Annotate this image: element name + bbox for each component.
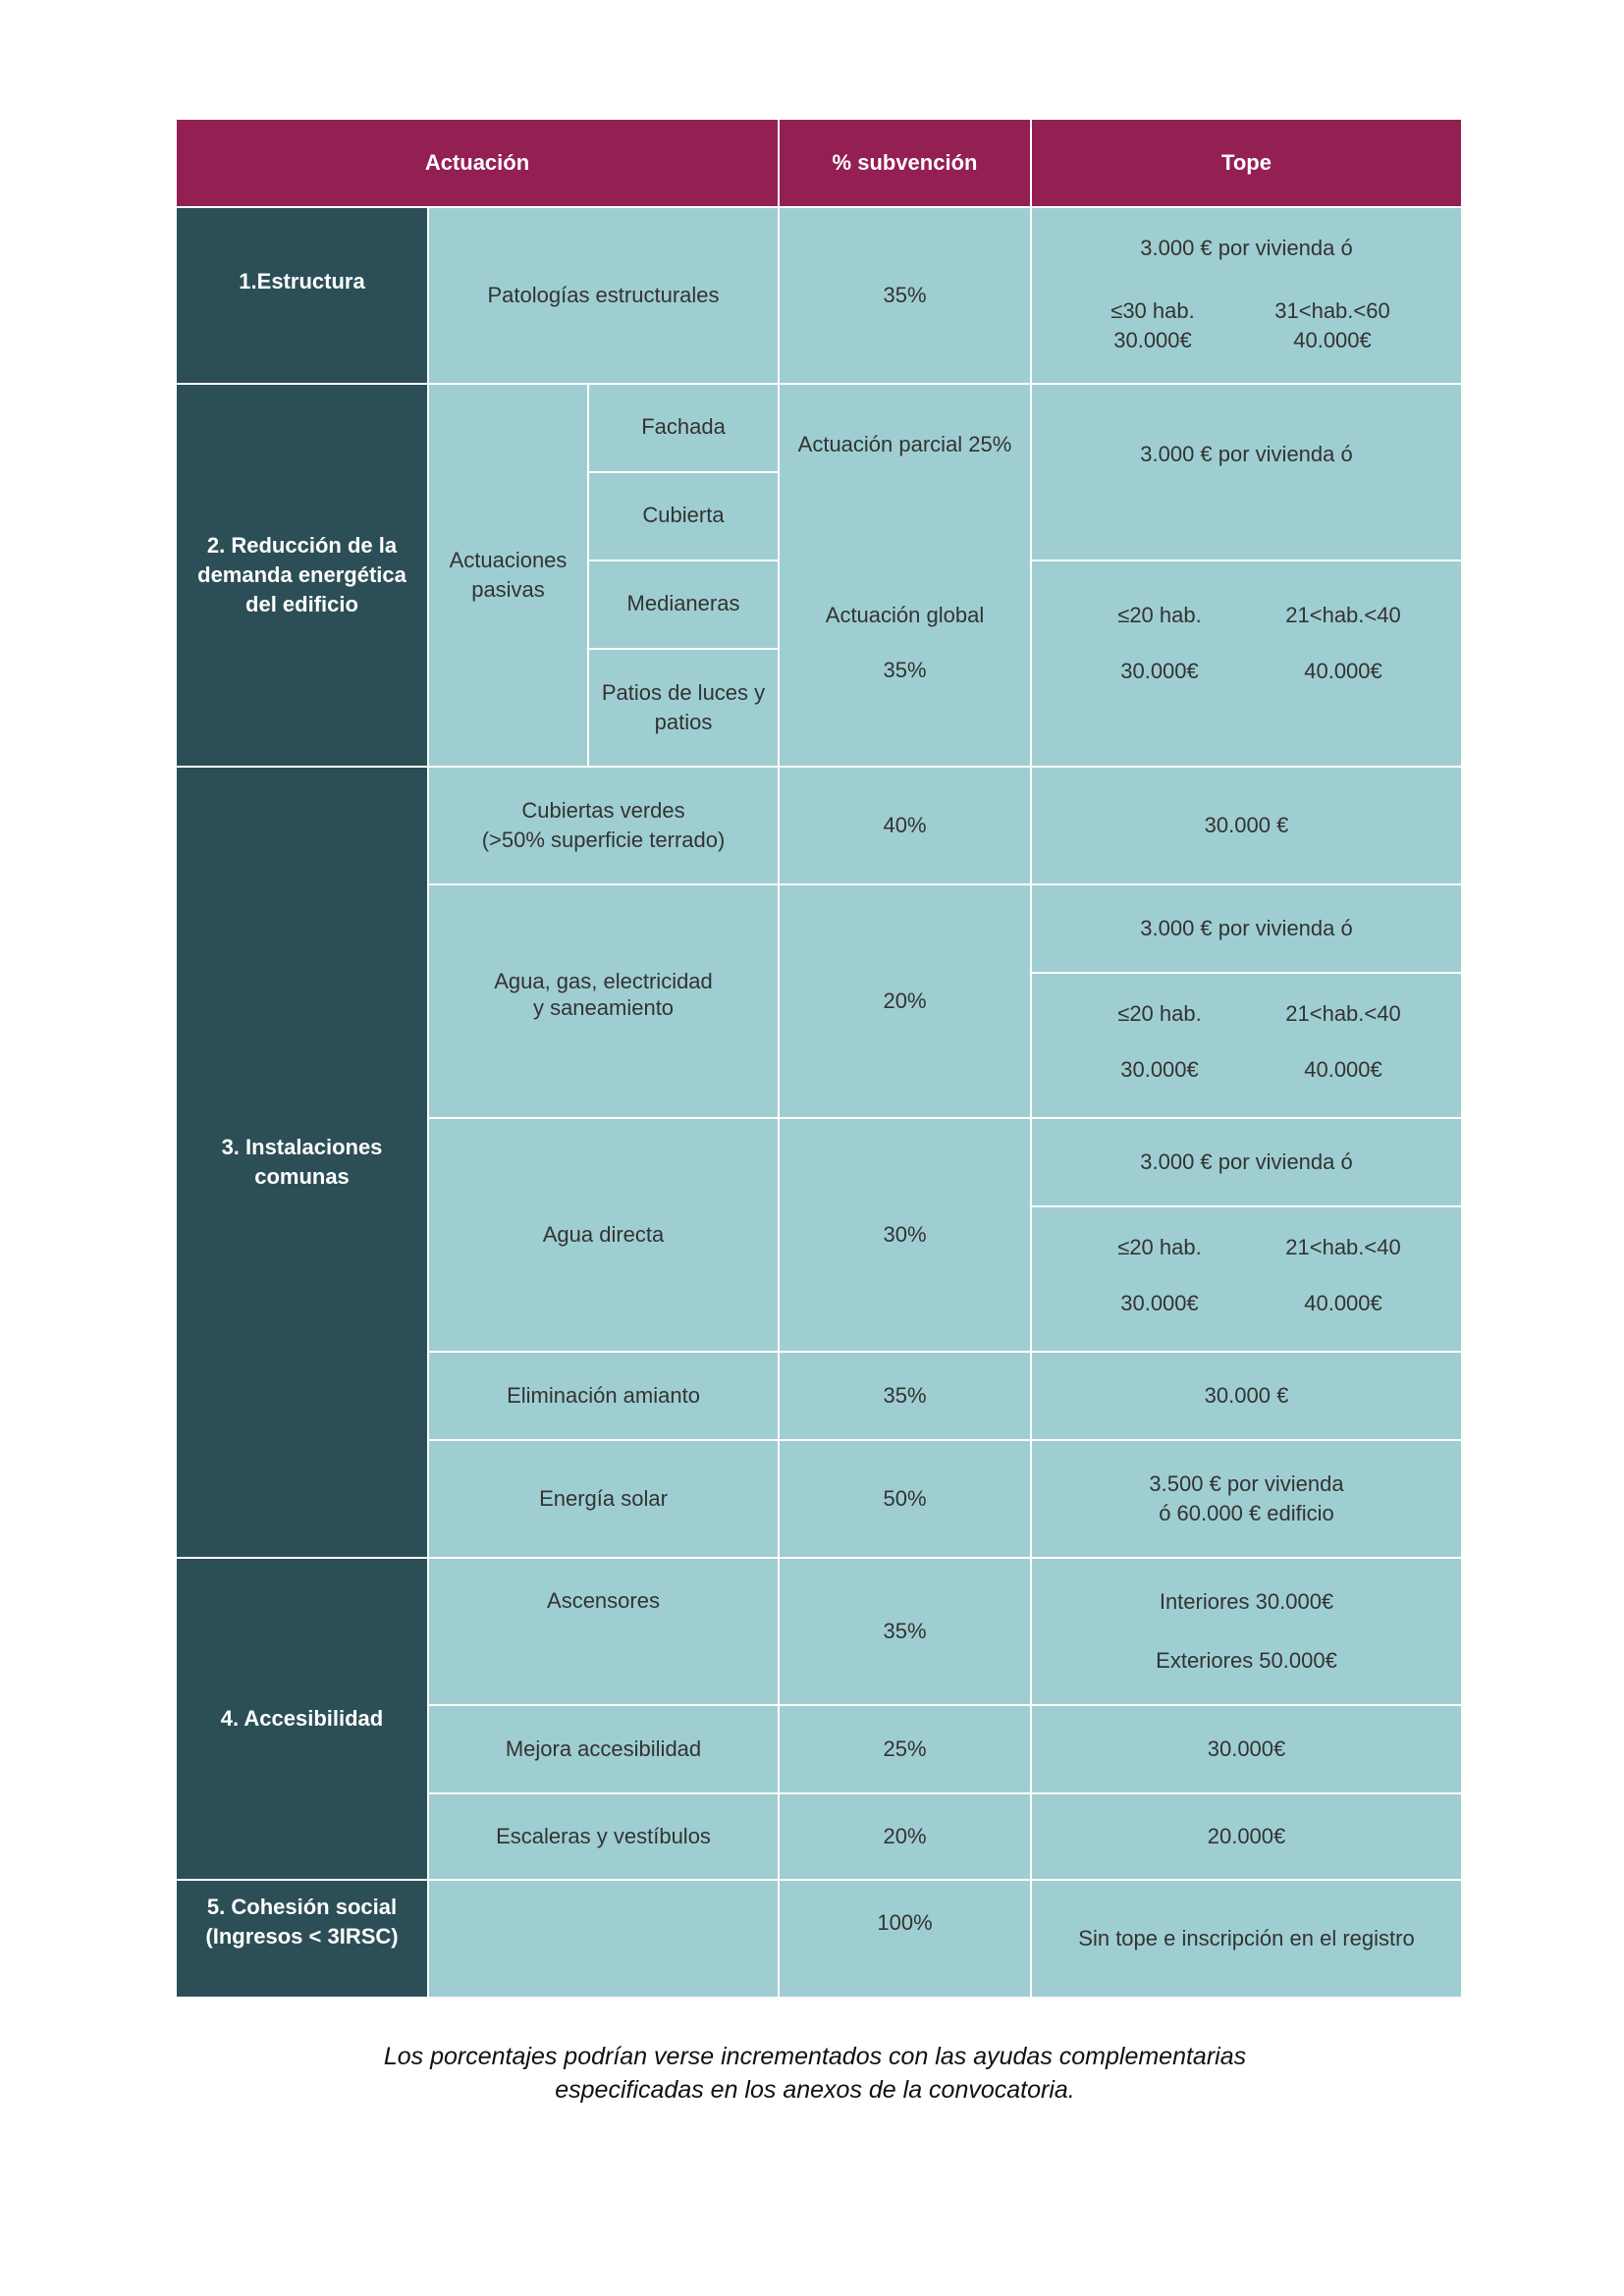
- footnote: [177, 2040, 1453, 2107]
- tope-escaleras: [1032, 1794, 1461, 1879]
- tope-cohesion: [1032, 1881, 1461, 1997]
- tope-line: ó 60.000 € edificio: [1159, 1501, 1334, 1525]
- category-label: 3. Instalaciones comunas: [221, 1135, 383, 1189]
- item-label: Patologías estructurales: [487, 283, 720, 307]
- pct-escaleras: [780, 1794, 1030, 1879]
- tope-mejora-accesibilidad: [1032, 1706, 1461, 1792]
- pct-cohesion: [780, 1881, 1030, 1997]
- pct-value: 35%: [883, 1383, 927, 1408]
- hab-range: ≤20 hab.: [1117, 1001, 1202, 1026]
- tope-value: 30.000€: [1207, 1736, 1286, 1761]
- item-line: y saneamiento: [532, 994, 675, 1020]
- item-label: Fachada: [641, 414, 726, 439]
- pct-estructura: [780, 208, 1030, 383]
- tope-agua-gas-line: [1032, 885, 1461, 972]
- tope-value: 30.000 €: [1204, 813, 1289, 837]
- tope-estructura: [1032, 208, 1461, 383]
- tope-left-col: [1091, 1233, 1228, 1318]
- item-label: Eliminación amianto: [507, 1383, 700, 1408]
- item-line: Agua, gas, electricidad: [494, 968, 713, 993]
- item-mejora-accesibilidad: [429, 1706, 778, 1792]
- pct-value: 35%: [883, 283, 927, 307]
- item-medianeras: [589, 561, 778, 648]
- pct-mejora-accesibilidad: [780, 1706, 1030, 1792]
- category-label: 4. Accesibilidad: [220, 1706, 384, 1731]
- pct-parcial: Actuación parcial 25%: [797, 432, 1012, 456]
- item-patologias: [429, 208, 778, 383]
- pct-amianto: [780, 1353, 1030, 1439]
- item-fachada: [589, 385, 778, 471]
- tope-line: 3.000 € por vivienda ó: [1140, 1149, 1353, 1174]
- tope-value: 30.000 €: [1204, 1383, 1289, 1408]
- pct-global-value: 35%: [883, 658, 927, 682]
- item-label: Ascensores: [547, 1588, 660, 1613]
- item-energia-solar: [429, 1441, 778, 1557]
- category-label: 2. Reducción de la demanda energética del edificio: [197, 533, 406, 616]
- pct-value: 30%: [883, 1222, 927, 1247]
- category-estructura: [177, 208, 427, 383]
- tope-ascensores: [1032, 1559, 1461, 1704]
- category-demanda: [177, 385, 427, 766]
- amount: 30.000€: [1120, 1057, 1199, 1082]
- tope-left-col: [1091, 601, 1228, 686]
- hab-range: ≤30 hab.: [1110, 298, 1195, 323]
- item-label: Cubierta: [642, 503, 725, 527]
- tope-line: 3.000 € por vivienda ó: [1140, 236, 1353, 260]
- header-tope: Tope: [1032, 120, 1461, 206]
- pct-energia-solar: [780, 1441, 1030, 1557]
- category-line: 5. Cohesión social: [206, 1895, 398, 1919]
- amount: 40.000€: [1304, 1291, 1382, 1315]
- group-actuaciones-pasivas: [429, 385, 587, 766]
- item-label: Patios de luces y patios: [601, 680, 766, 734]
- pct-agua-directa: [780, 1119, 1030, 1351]
- item-line: (>50% superficie terrado): [481, 828, 726, 852]
- tope-line: 3.000 € por vivienda ó: [1140, 916, 1353, 940]
- tope-line: 3.000 € por vivienda ó: [1140, 442, 1353, 466]
- item-line: Cubiertas verdes: [521, 798, 685, 823]
- tope-right-col: [1264, 296, 1401, 355]
- tope-agua-directa-pairs: [1032, 1207, 1461, 1351]
- pct-value: 20%: [883, 1824, 927, 1848]
- item-label: Agua directa: [542, 1222, 665, 1247]
- item-ascensores: [429, 1559, 778, 1704]
- tope-line: 3.500 € por vivienda: [1149, 1471, 1344, 1496]
- amount: 30.000€: [1120, 659, 1199, 683]
- category-cohesion: [177, 1881, 427, 1997]
- footnote-line: especificadas en los anexos de la convocatoria.: [555, 2076, 1075, 2104]
- item-cubierta: [589, 473, 778, 560]
- category-label: 1.Estructura: [239, 269, 365, 294]
- item-label: Medianeras: [626, 591, 740, 615]
- amount: 40.000€: [1293, 328, 1372, 352]
- tope-right-col: [1274, 999, 1412, 1085]
- tope-value: Sin tope e inscripción en el registro: [1078, 1926, 1415, 1950]
- hab-range: ≤20 hab.: [1117, 603, 1202, 627]
- tope-cubiertas-verdes: [1032, 768, 1461, 883]
- amount: 40.000€: [1304, 659, 1382, 683]
- item-label: Mejora accesibilidad: [505, 1736, 702, 1761]
- tope-energia-solar: [1032, 1441, 1461, 1557]
- footnote-line: Los porcentajes podrían verse incrementados con las ayudas complementarias: [383, 2043, 1247, 2070]
- header-subvencion: % subvención: [780, 120, 1030, 206]
- hab-range: 21<hab.<40: [1285, 1235, 1401, 1259]
- item-agua-directa: [429, 1119, 778, 1351]
- amount: 40.000€: [1304, 1057, 1382, 1082]
- tope-right-col: [1274, 601, 1412, 686]
- tope-amianto: [1032, 1353, 1461, 1439]
- amount: 30.000€: [1120, 1291, 1199, 1315]
- item-cubiertas-verdes: [429, 768, 778, 883]
- pct-value: 50%: [883, 1486, 927, 1511]
- tope-left-col: [1084, 296, 1221, 355]
- item-agua-gas: [429, 885, 778, 1117]
- tope-agua-gas-pairs: [1032, 974, 1461, 1117]
- tope-value: 20.000€: [1207, 1824, 1286, 1848]
- amount: 30.000€: [1113, 328, 1192, 352]
- hab-range: ≤20 hab.: [1117, 1235, 1202, 1259]
- item-label: Escaleras y vestíbulos: [496, 1824, 711, 1848]
- header-actuacion: Actuación: [177, 120, 778, 206]
- group-label: Actuaciones pasivas: [449, 548, 568, 602]
- pct-value: 20%: [883, 988, 927, 1013]
- pct-ascensores: [780, 1559, 1030, 1704]
- tope-line: Exteriores 50.000€: [1156, 1648, 1337, 1673]
- pct-cubiertas-verdes: [780, 768, 1030, 883]
- pct-agua-gas: [780, 885, 1030, 1117]
- item-label: Energía solar: [539, 1486, 668, 1511]
- tope-right-col: [1274, 1233, 1412, 1318]
- tope-demanda-pairs: [1032, 561, 1461, 766]
- item-patios: [589, 650, 778, 766]
- item-escaleras: [429, 1794, 778, 1879]
- category-accesibilidad: [177, 1559, 427, 1879]
- category-instalaciones: [177, 768, 427, 1557]
- hab-range: 21<hab.<40: [1285, 1001, 1401, 1026]
- hab-range: 21<hab.<40: [1285, 603, 1401, 627]
- hab-range: 31<hab.<60: [1274, 298, 1390, 323]
- pct-value: 25%: [883, 1736, 927, 1761]
- tope-agua-directa-line: [1032, 1119, 1461, 1205]
- tope-line: Interiores 30.000€: [1159, 1589, 1334, 1614]
- pct-demanda: [780, 385, 1030, 766]
- item-amianto: [429, 1353, 778, 1439]
- tope-left-col: [1091, 999, 1228, 1085]
- category-line: (Ingresos < 3IRSC): [205, 1924, 399, 1949]
- pct-value: 100%: [877, 1910, 933, 1935]
- pct-value: 40%: [883, 813, 927, 837]
- item-cohesion: [429, 1881, 778, 1997]
- pct-value: 35%: [883, 1619, 927, 1643]
- tope-demanda-line: [1032, 385, 1461, 560]
- pct-global: Actuación global: [825, 603, 985, 627]
